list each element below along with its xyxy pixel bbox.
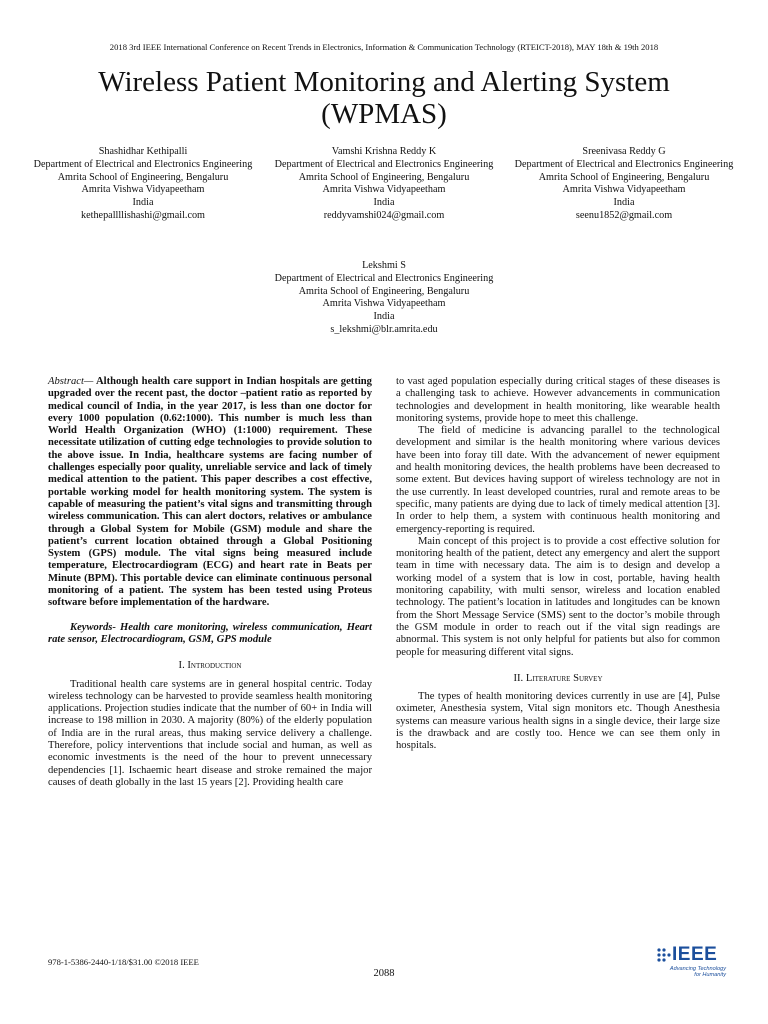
author-school: Amrita School of Engineering, Bengaluru (298, 171, 470, 183)
author-country: India (132, 197, 154, 209)
author-univ: Amrita Vishwa Vidyapeetham (322, 298, 446, 310)
author-4 (269, 260, 499, 337)
title-line-1: Wireless Patient Monitoring and Alerting System (98, 66, 670, 98)
author-email: seenu1852@gmail.com (575, 209, 673, 221)
section-heading-literature-survey: II. Literature Survey (513, 672, 603, 684)
author-univ: Amrita Vishwa Vidyapeetham (81, 184, 205, 196)
abstract-label: Abstract— (48, 376, 94, 387)
right-paragraph-2: The field of medicine is advancing parallel to the technological development and similar is the health monitoring where various devices have been into foray till date. With the advancement of newer equipment and health monitoring devices, the health problems have been decreased to some extent. But devices having support of wireless technology are not in the use currently. In least developed countries, rural and remote areas to be specific, many patients are dying due to lack of timely medical attention [3]. In order to help them, a system with continuous health monitoring and emergency-reporting is required. (396, 425, 720, 535)
author-email: kethepallllishashi@gmail.com (81, 209, 205, 221)
author-1 (28, 146, 258, 223)
right-paragraph-4: The types of health monitoring devices currently in use are [4], Pulse oximeter, Anesthesia system, Vital sign monitors etc. Though Anesthesia systems can measure various health signs in a single device, their large size is the drawback and are costly too. Hence we can see them only in hospitals. (396, 691, 720, 752)
ieee-logo-word: IEEE (672, 944, 718, 965)
author-name: Lekshmi S (362, 260, 406, 271)
author-dept: Department of Electrical and Electronics Engineering (274, 272, 494, 284)
author-country: India (373, 311, 395, 323)
author-dept: Department of Electrical and Electronics Engineering (274, 158, 494, 170)
page-number: 2088 (373, 968, 395, 979)
paper-title (40, 66, 728, 130)
right-paragraph-1: to vast aged population especially during critical stages of these diseases is a challenging task to achieve. However advancements in communication technologies and development in health monitoring, like wearable health monitoring systems, provide hope to meet this challenge. (396, 376, 720, 424)
author-school: Amrita School of Engineering, Bengaluru (57, 171, 229, 183)
conference-header: 2018 3rd IEEE International Conference on Recent Trends in Electronics, Information & Communication Technology (RTEICT-2018), MAY 18th & 19th 2018 (109, 42, 659, 52)
author-country: India (613, 197, 635, 209)
author-name: Vamshi Krishna Reddy K (331, 146, 437, 157)
author-dept: Department of Electrical and Electronics Engineering (514, 158, 734, 170)
author-2 (269, 146, 499, 223)
author-name: Shashidhar Kethipalli (98, 146, 188, 157)
author-school: Amrita School of Engineering, Bengaluru (538, 171, 710, 183)
right-paragraph-3: Main concept of this project is to provide a cost effective solution for monitoring health of the patient, detect any emergency and alert the support team in time with necessary data. The aim is to design and develop a working model of a system that is low in cost, portable, having health monitoring capability, with multi sensor, wireless and location enabled technology. The patient’s location in latitudes and longitudes can be known from the Short Message Service (SMS) sent to the doctor’s mobile through the GSM module in order to reach out if the vital sign readings are abnormal. This system is not only helpful for patients but also for common people for measuring different vital signs. (396, 535, 720, 658)
ieee-logo-tagline: Advancing Technology for Humanity (669, 966, 726, 979)
section-heading-introduction: I. Introduction (178, 660, 242, 672)
author-3 (509, 146, 739, 223)
ieee-dots-icon (656, 947, 672, 965)
author-email: s_lekshmi@blr.amrita.edu (330, 323, 438, 335)
copyright-line: 978-1-5386-2440-1/18/$31.00 ©2018 IEEE (48, 957, 199, 967)
author-country: India (373, 197, 395, 209)
intro-paragraph: Traditional health care systems are in general hospital centric. Today wireless technology can be harvested to provide seamless health monitoring applications. Projection studies indicate that the number of 60+ in India will increase to 198 million in 2030. A majority (80%) of the elderly population of India are in the rural areas, thus making service delivery a challenge. Therefore, policy interventions that include social and human, as well as economic investments is the need of the hour to prevent unnecessary dependencies [1]. Ischaemic heart disease and stroke remained the major causes of death globally in the last 15 years [2]. Providing health care (48, 678, 372, 788)
right-column (396, 376, 720, 753)
author-univ: Amrita Vishwa Vidyapeetham (562, 184, 686, 196)
author-dept: Department of Electrical and Electronics Engineering (33, 158, 253, 170)
author-email: reddyvamshi024@gmail.com (323, 209, 445, 221)
abstract (48, 376, 372, 610)
author-name: Sreenivasa Reddy G (582, 146, 666, 157)
author-school: Amrita School of Engineering, Bengaluru (298, 285, 470, 297)
left-column (48, 376, 372, 789)
title-line-2: (WPMAS) (321, 98, 447, 130)
ieee-logo (656, 944, 728, 984)
abstract-text: Although health care support in Indian hospitals are getting upgraded over the recent past, the doctor –patient ratio as reported by medical council of India, in the year 2017, is less than one doctor for every 1000 population (0.62:1000). This number is much less than World Health Organization (WHO) (1:1000) requirement. These necessitate utilization of cutting edge technologies to provide solution to the above issue. In India, healthcare systems are facing number of challenges especially poor quality, unreliable service and lack of timely medical attention to the patient. This paper describes a cost effective, portable working model for health monitoring system. The system is capable of measuring the patient’s vital signs and transmitting through wireless communication. This can alert doctors, relatives or ambulance through a Global System for Mobile (GSM) module and share the patient’s current location obtained through a Global Positioning System (GPS) module. The vital signs being measured include temperature, Electrocardiogram (ECG) and heart rate in Beats per Minute (BPM). This portable device can eliminate continuous personal monitoring of a patient. The system has been tested using Proteus software before implementation of the hardware. (48, 376, 372, 609)
author-univ: Amrita Vishwa Vidyapeetham (322, 184, 446, 196)
keywords: Keywords- Health care monitoring, wireless communication, Heart rate sensor, Electrocardiogram, GSM, GPS module (48, 621, 372, 645)
